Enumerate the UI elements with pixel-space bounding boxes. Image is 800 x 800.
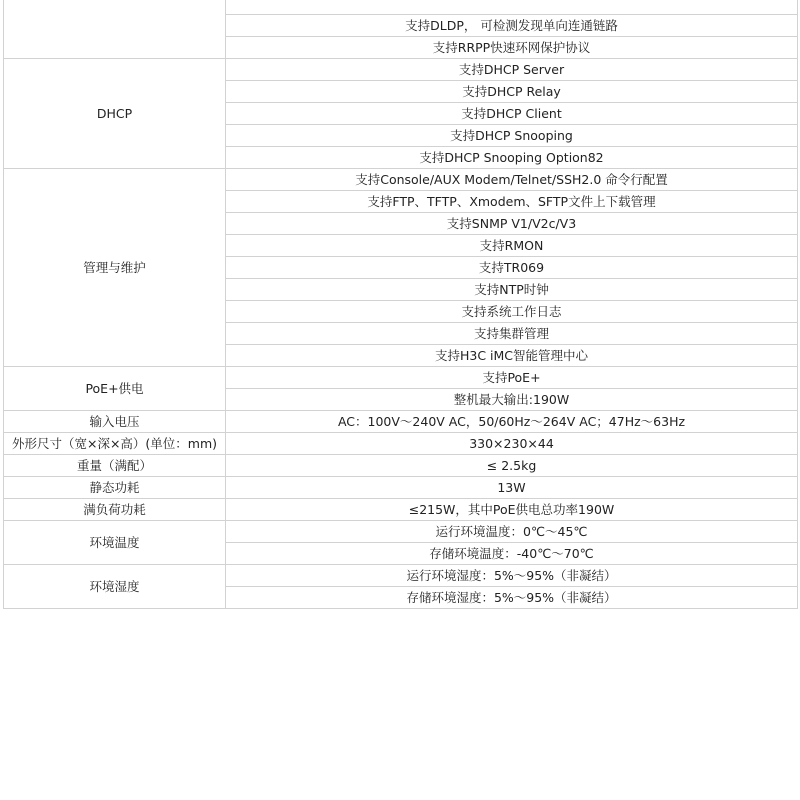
spec-label-cell: 环境湿度 [4, 565, 226, 609]
spec-value-cell: 运行环境湿度：5%～95%（非凝结） [226, 565, 798, 587]
spec-value-cell: 支持SNMP V1/V2c/V3 [226, 213, 798, 235]
spec-value-cell: 支持DHCP Client [226, 103, 798, 125]
spec-value-cell: 整机最大输出:190W [226, 389, 798, 411]
spec-value-cell: ≤215W，其中PoE供电总功率190W [226, 499, 798, 521]
spec-value-cell: 支持TR069 [226, 257, 798, 279]
spec-label-cell: 输入电压 [4, 411, 226, 433]
spec-value-cell: 支持H3C iMC智能管理中心 [226, 345, 798, 367]
spec-value-cell: 支持DLDP， 可检测发现单向连通链路 [226, 15, 798, 37]
spec-value-cell: 支持DHCP Relay [226, 81, 798, 103]
table-row [4, 411, 798, 433]
spec-value-cell: 支持FTP、TFTP、Xmodem、SFTP文件上下载管理 [226, 191, 798, 213]
spec-value-cell: 支持集群管理 [226, 323, 798, 345]
spec-value-cell: 运行环境温度：0℃～45℃ [226, 521, 798, 543]
spec-value-cell: 支持PoE+ [226, 367, 798, 389]
table-row [4, 169, 798, 191]
spec-value-cell: 支持RRPP快速环网保护协议 [226, 37, 798, 59]
table-row [4, 0, 798, 15]
spec-label-cell: PoE+供电 [4, 367, 226, 411]
table-row [4, 521, 798, 543]
spec-value-cell: AC：100V～240V AC，50/60Hz～264V AC；47Hz～63Hz [226, 411, 798, 433]
spec-label-cell: 重量（满配） [4, 455, 226, 477]
spec-value-cell: 支持NTP时钟 [226, 279, 798, 301]
table-row [4, 477, 798, 499]
table-row [4, 367, 798, 389]
spec-label-cell: 满负荷功耗 [4, 499, 226, 521]
table-row [4, 499, 798, 521]
spec-value-cell: 存储环境湿度：5%～95%（非凝结） [226, 587, 798, 609]
spec-label-cell: 外形尺寸（宽×深×高）(单位：mm) [4, 433, 226, 455]
spec-value-cell: 支持DHCP Snooping Option82 [226, 147, 798, 169]
spec-table-body [4, 0, 798, 609]
spec-table [3, 0, 798, 609]
table-row [4, 565, 798, 587]
spec-value-cell: 330×230×44 [226, 433, 798, 455]
spec-value-cell: 支持Console/AUX Modem/Telnet/SSH2.0 命令行配置 [226, 169, 798, 191]
spec-label-cell: 管理与维护 [4, 169, 226, 367]
spec-value-cell: 支持DHCP Server [226, 59, 798, 81]
spec-value-cell: 支持系统工作日志 [226, 301, 798, 323]
spec-label-cell: 静态功耗 [4, 477, 226, 499]
spec-value-cell: ≤ 2.5kg [226, 455, 798, 477]
table-row [4, 433, 798, 455]
spec-label-cell [4, 0, 226, 59]
spec-label-cell: 环境温度 [4, 521, 226, 565]
spec-value-cell: 支持RMON [226, 235, 798, 257]
table-row [4, 59, 798, 81]
spec-value-cell [226, 0, 798, 15]
spec-value-cell: 存储环境温度：-40℃～70℃ [226, 543, 798, 565]
spec-label-cell: DHCP [4, 59, 226, 169]
table-row [4, 455, 798, 477]
spec-value-cell: 13W [226, 477, 798, 499]
spec-value-cell: 支持DHCP Snooping [226, 125, 798, 147]
